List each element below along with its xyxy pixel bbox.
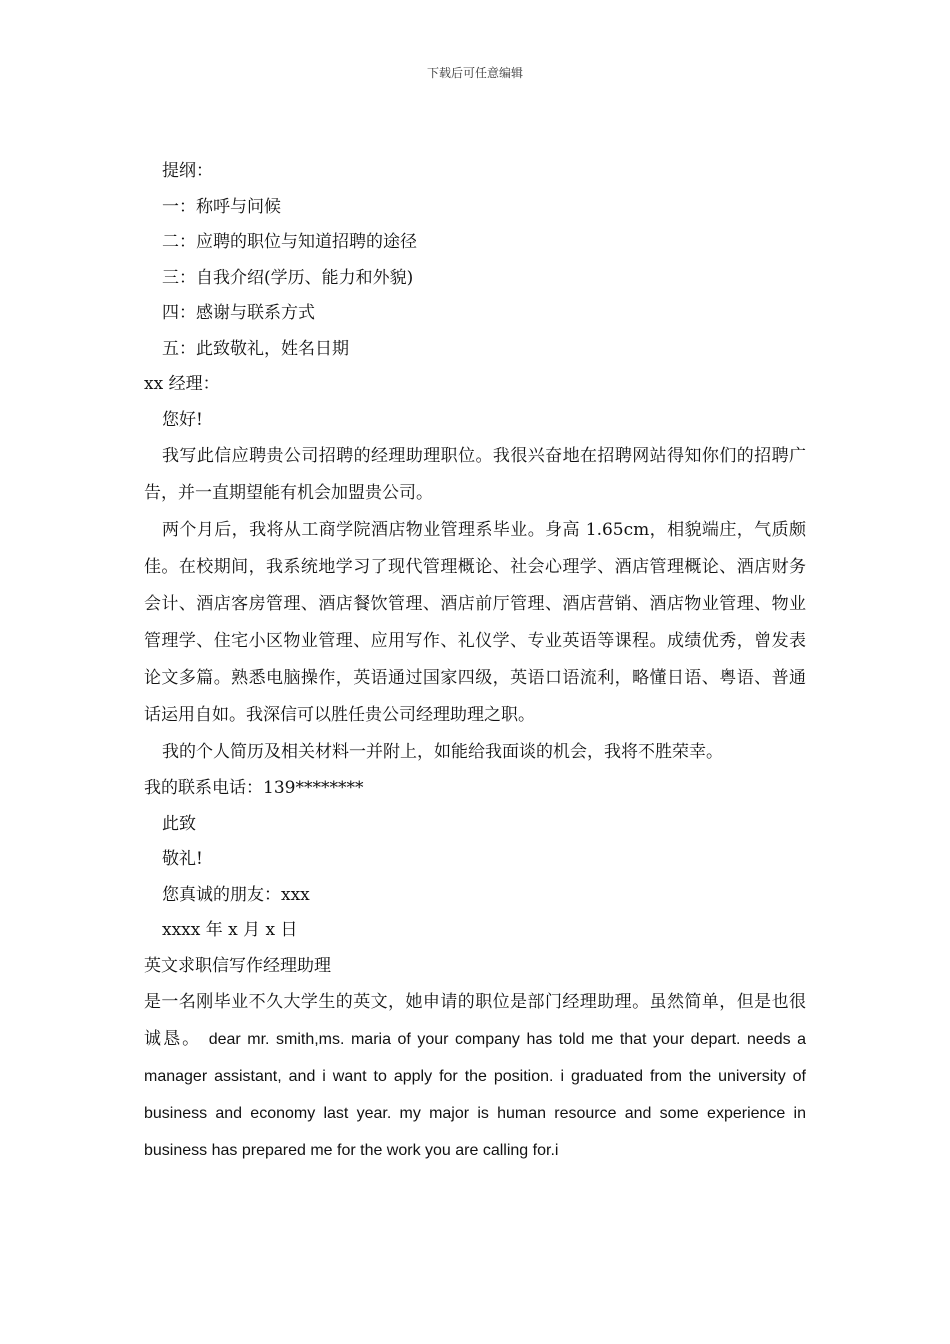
page-header: 下载后可任意编辑 xyxy=(426,66,523,80)
letter-closing: 此致 xyxy=(162,813,196,834)
letter-date: xxxx 年 x 月 x 日 xyxy=(162,920,298,940)
outline-item: 二：应聘的职位与知道招聘的途径 xyxy=(162,232,417,252)
document-body xyxy=(144,154,806,1169)
english-intro: 是一名刚毕业不久大学生的英文，她申请的职位是部门经理助理。虽然简单，但是也很诚恳。 xyxy=(144,992,806,1049)
section-title: 英文求职信写作经理助理 xyxy=(144,955,331,976)
english-body: dear mr. smith,ms. maria of your company has told me that your depart. needs a manager assistant, and i want to apply for the position. i graduated from the university of business and economy last year. my major is human resource and some experience in business has prepared me for the work you are calling for.i xyxy=(144,1031,807,1159)
letter-signature: 您真诚的朋友：xxx xyxy=(162,884,310,905)
letter-phone: 我的联系电话：139******** xyxy=(144,778,364,798)
outline-item: 五：此致敬礼，姓名日期 xyxy=(162,338,349,359)
letter-paragraph: 我的个人简历及相关材料一并附上，如能给我面谈的机会，我将不胜荣幸。 xyxy=(162,742,723,762)
outline-item: 三：自我介绍(学历、能力和外貌) xyxy=(162,267,414,288)
outline-item: 四：感谢与联系方式 xyxy=(162,303,315,323)
letter-paragraph: 我写此信应聘贵公司招聘的经理助理职位。我很兴奋地在招聘网站得知你们的招聘广告，并一直期望能有机会加盟贵公司。 xyxy=(144,446,806,503)
letter-paragraph: 两个月后，我将从工商学院酒店物业管理系毕业。身高 1.65cm，相貌端庄，气质颇佳。在校期间，我系统地学习了现代管理概论、社会心理学、酒店管理概论、酒店财务会计、酒店客房管理、酒店餐饮管理、酒店前厅管理、酒店营销、酒店物业管理、物业管理学、住宅小区物业管理、应用写作、礼仪学、专业英语等课程。成绩优秀，曾发表论文多篇。熟悉电脑操作，英语通过国家四级，英语口语流利，略懂日语、粤语、普通话运用自如。我深信可以胜任贵公司经理助理之职。 xyxy=(144,520,806,725)
english-section-paragraph xyxy=(144,984,806,1169)
letter-closing: 敬礼! xyxy=(162,849,203,869)
letter-greeting: 您好! xyxy=(162,409,203,430)
outline-item: 一：称呼与问候 xyxy=(162,196,281,217)
outline-title: 提纲： xyxy=(162,161,213,181)
letter-salutation: xx 经理： xyxy=(144,374,220,394)
